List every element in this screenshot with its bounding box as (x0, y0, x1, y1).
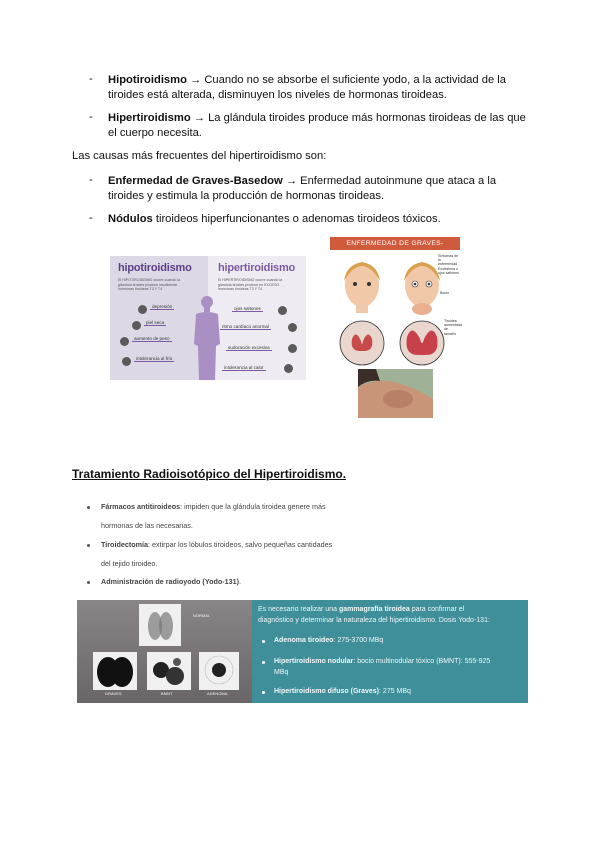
bullet-dot (87, 506, 90, 509)
bullet-dash: - (89, 111, 93, 123)
scan-adenoma (199, 652, 239, 690)
term: Hipotiroidismo (108, 74, 187, 86)
caption-adenoma: ADENOMA (207, 692, 228, 696)
dosage-info-panel (252, 600, 528, 703)
annotation-sintomas: Síntomas de la enfermedad (438, 254, 459, 267)
bullet-dash: - (89, 174, 93, 186)
depression-icon (138, 305, 147, 314)
info-intro: Es necesario realizar una gammagrafía tiroidea para confirmar el diagnóstico y determinar la naturaleza del hipertiroidismo. Dosis Yodo-131: (258, 606, 490, 624)
bullet-dot (262, 640, 265, 643)
label-intolerancia-frio: intolerancia al frío (136, 356, 173, 361)
caption-bmnt: BMNT (161, 692, 173, 696)
annotation-exoftalmia: Exoftalmía o ojos saltones (438, 267, 459, 276)
human-silhouette (192, 294, 222, 380)
treatment-farmacos-cont: hormonas de las necesarias. (101, 521, 193, 530)
annotation-tiroides: Tiroides aumentada de tamaño (444, 319, 462, 336)
dose-adenoma: Adenoma tiroideo: 275-3700 MBq (274, 637, 384, 644)
dry-skin-icon (132, 321, 141, 330)
scan-graves (93, 652, 137, 690)
hipo-description: El HIPOTIROIDISMO ocurre cuando la glándula tiroides produce insuficiente hormonas tiroideas T3 Y T4 (118, 278, 181, 292)
bullet-dot (262, 691, 265, 694)
section-title: Tratamiento Radioisotópico del Hipertiroidismo. (72, 467, 347, 481)
sweat-icon (288, 344, 297, 353)
treatment-farmacos: Fármacos antitiroideos: impiden que la glándula tiroidea genere más (101, 502, 326, 511)
scan-bmnt (147, 652, 191, 690)
treatment-radioyodo: Administración de radioyodo (Yodo-131). (101, 577, 242, 586)
caption-normal: NORMAL (193, 614, 211, 618)
bullet-dot (262, 661, 265, 664)
caption-graves: GRAVES (105, 692, 122, 696)
treatment-tiroidectomia-cont: del tejido tiroideo. (101, 559, 158, 568)
label-aumento-peso: aumento de peso (134, 336, 170, 341)
label-piel-seca: piel seca (146, 320, 165, 325)
goiter-neck-photo (358, 369, 433, 418)
label-sudoracion: sudoración excesiva (228, 345, 270, 350)
dose-nodular: Hipertiroidismo nodular: bocio multinodular tóxico (BMNT): 555-925 MBq (274, 658, 491, 676)
gammagraphy-scans (77, 600, 252, 703)
nodulos-item: Nódulos tiroideos hiperfuncionantes o adenomas tiroideos tóxicos. (108, 213, 441, 225)
hipertiroidismo-item: Hipertiroidismo → La glándula tiroides produce más hormonas tiroideas de las que el cuerpo necesita. (108, 112, 526, 139)
heat-icon (284, 364, 293, 373)
treatment-tiroidectomia: Tiroidectomía: extirpar los lóbulos tiroideos, salvo pequeñas cantidades (101, 540, 333, 549)
graves-item: Enfermedad de Graves-Basedow → Enfermedad autoinmune que ataca a la tiroides y estimula la producción de hormonas tiroideas. (108, 175, 497, 202)
causes-intro: Las causas más frecuentes del hipertiroidismo son: (72, 150, 327, 162)
hipo-title: hipotiroidismo (118, 262, 192, 274)
bullet-dash: - (89, 212, 93, 224)
hipo-hiper-infographic (110, 256, 306, 380)
scan-normal (139, 604, 181, 646)
bullet-dot (87, 581, 90, 584)
term: Hipertiroidismo (108, 112, 191, 124)
hiper-description: El HIPERTIROIDISMO ocurre cuando la glándula tiroides produce en EXCESO hormonas tiroideas T3 Y T4 (218, 278, 283, 292)
label-ritmo-cardiaco: ritmo cardíaco anormal (222, 324, 269, 329)
heart-icon (288, 323, 297, 332)
eye-icon (278, 306, 287, 315)
hipotiroidismo-item: Hipotiroidismo → Cuando no se absorbe el suficiente yodo, a la actividad de la tiroides está alterada, disminuyen los niveles de hormonas tiroideas. (108, 74, 506, 101)
dose-graves: Hipertiroidismo difuso (Graves): 275 MBq (274, 688, 411, 695)
label-ojos-saltones: ojos saltones (234, 306, 261, 311)
bullet-dash: - (89, 73, 93, 85)
graves-illustration (330, 237, 460, 368)
weight-gain-icon (120, 337, 129, 346)
cold-icon (122, 357, 131, 366)
label-depresion: depresión (152, 304, 173, 309)
annotation-bocio: Bocio (440, 291, 449, 295)
graves-banner: ENFERMEDAD DE GRAVES-BASEDOW (330, 237, 460, 250)
bullet-dot (87, 544, 90, 547)
label-intolerancia-calor: intolerancia al calor (224, 365, 264, 370)
hiper-title: hipertiroidismo (218, 262, 296, 274)
